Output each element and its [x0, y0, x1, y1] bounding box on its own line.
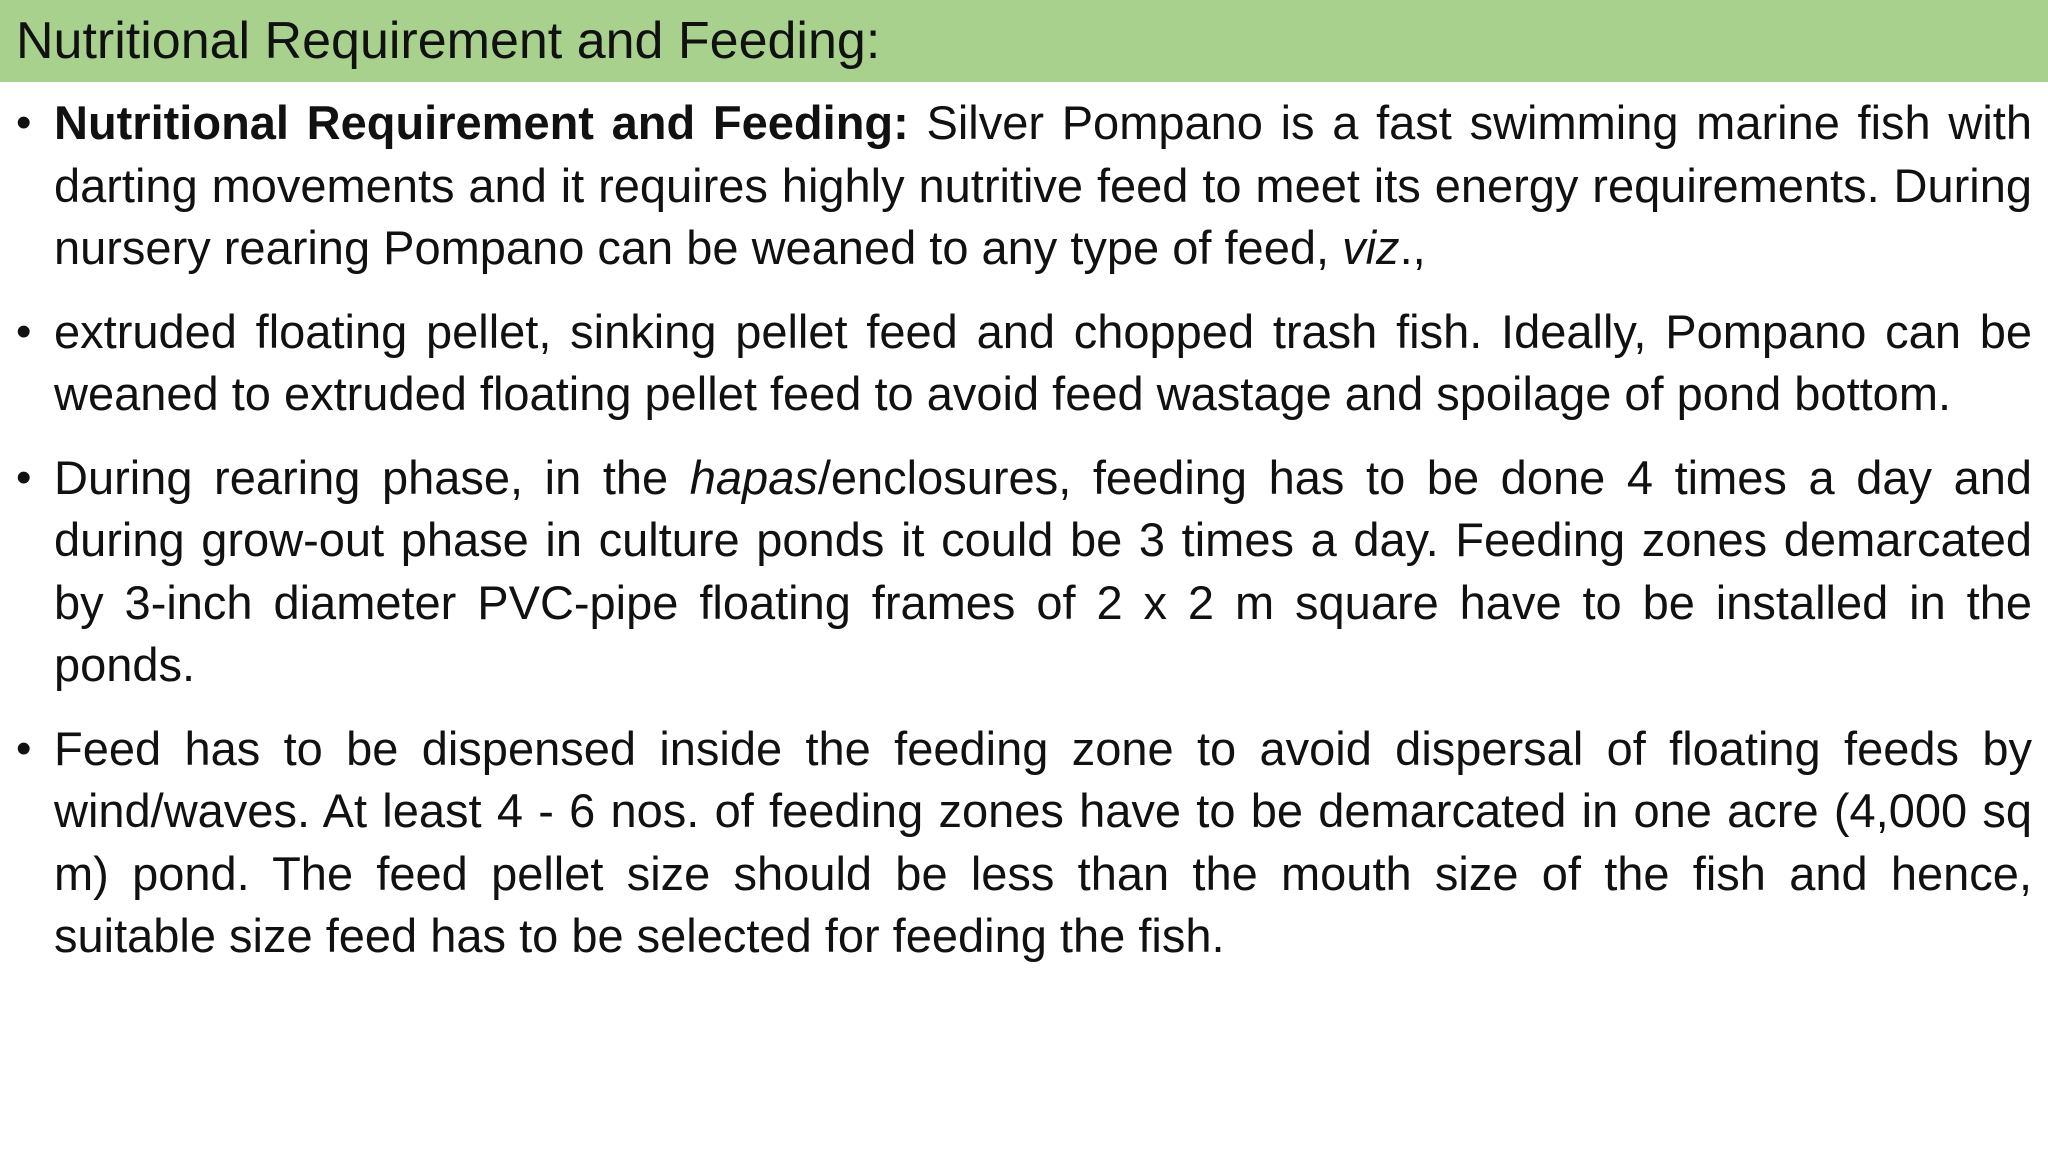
bullet-italic: hapas: [689, 450, 818, 504]
bullet-pre: During rearing phase, in the: [54, 450, 690, 504]
slide-title: Nutritional Requirement and Feeding:: [16, 12, 881, 70]
bullet-item-2: [16, 301, 2032, 426]
bullet-post: /enclosures, feeding has to be done 4 times a day and during grow-out phase in culture ponds it could be 3 times a day. Feeding zones demarcated by 3-inch diameter PVC-pipe floating frames of 2 x 2 m square have to be installed in the ponds.: [54, 450, 2032, 691]
bullet-tail: .,: [1399, 221, 1426, 274]
bullet-item-3: [16, 447, 2032, 697]
bullet-italic: viz: [1342, 221, 1400, 274]
bullet-text: extruded floating pellet, sinking pellet feed and chopped trash fish. Ideally, Pompano can be weaned to extruded floating pellet feed to avoid feed wastage and spoilage of pond bottom.: [54, 304, 2032, 420]
bullet-text: Silver Pompano is a fast swimming marine fish with darting movements and it requires highly nutritive feed to meet its energy requirements. During nursery rearing Pompano can be weaned to any type of feed,: [54, 96, 2032, 274]
bullet-lead: Nutritional Requirement and Feeding:: [54, 96, 909, 149]
title-bar: [0, 0, 2048, 82]
bullet-list: [16, 92, 2032, 989]
bullet-item-1: [16, 92, 2032, 280]
bullet-text: Feed has to be dispensed inside the feeding zone to avoid dispersal of floating feeds by wind/waves. At least 4 - 6 nos. of feeding zones have to be demarcated in one acre (4,000 sq m) pond. The feed pellet size should be less than the mouth size of the fish and hence, suitable size feed has to be selected for feeding the fish.: [54, 721, 2032, 962]
bullet-item-4: [16, 718, 2032, 968]
